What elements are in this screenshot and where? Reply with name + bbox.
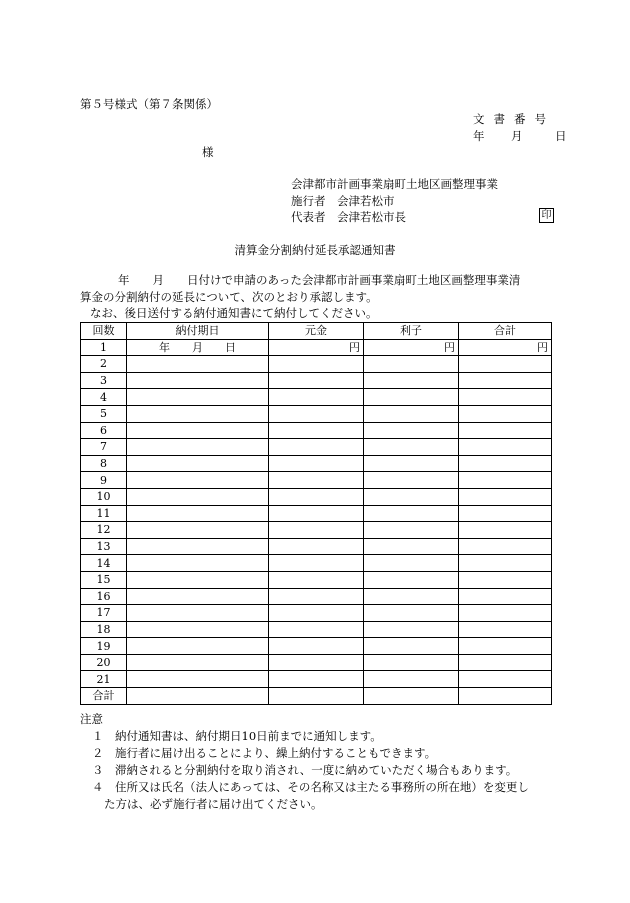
due-date-cell <box>127 555 269 572</box>
interest-cell <box>364 505 459 522</box>
table-header-row <box>81 323 552 340</box>
interest-cell <box>364 356 459 373</box>
header-count: 回数 <box>81 323 127 340</box>
due-date-cell <box>127 505 269 522</box>
header-principal: 元金 <box>269 323 364 340</box>
table-row <box>81 538 552 555</box>
header-total: 合計 <box>459 323 552 340</box>
header-interest: 利子 <box>364 323 459 340</box>
total-cell: 円 <box>459 339 552 356</box>
principal-cell <box>269 389 364 406</box>
note-item-2: ２ 施行者に届け出ることにより、繰上納付することもできます。 <box>92 746 437 760</box>
interest-cell <box>364 522 459 539</box>
total-value-cell <box>459 688 552 705</box>
principal-cell <box>269 455 364 472</box>
interest-cell <box>364 605 459 622</box>
total-cell <box>459 638 552 655</box>
total-value-cell <box>269 688 364 705</box>
due-date-cell <box>127 455 269 472</box>
form-number: 第５号様式（第７条関係） <box>80 97 218 111</box>
total-cell <box>459 405 552 422</box>
table-row <box>81 555 552 572</box>
total-cell <box>459 422 552 439</box>
principal-cell <box>269 671 364 688</box>
interest-cell <box>364 422 459 439</box>
interest-cell <box>364 555 459 572</box>
due-date-cell <box>127 356 269 373</box>
due-date-cell <box>127 588 269 605</box>
issuer-project: 会津都市計画事業扇町土地区画整理事業 <box>291 177 498 191</box>
due-date-cell <box>127 671 269 688</box>
principal-cell <box>269 472 364 489</box>
date-year: 年 <box>473 129 485 143</box>
row-number: 8 <box>81 455 127 472</box>
principal-cell <box>269 571 364 588</box>
row-number: 11 <box>81 505 127 522</box>
issuer-executor: 施行者 会津若松市 <box>291 194 395 208</box>
interest-cell <box>364 638 459 655</box>
table-row <box>81 605 552 622</box>
due-date-cell <box>127 621 269 638</box>
due-date-cell <box>127 439 269 456</box>
principal-cell <box>269 372 364 389</box>
body-line-2: 算金の分割納付の延長について、次のとおり承認します。 <box>80 289 378 304</box>
interest-cell <box>364 372 459 389</box>
total-value-cell <box>364 688 459 705</box>
table-row <box>81 505 552 522</box>
document-title: 清算金分割納付延長承認通知書 <box>234 243 396 257</box>
payment-schedule-table <box>80 322 552 705</box>
interest-cell <box>364 488 459 505</box>
total-cell <box>459 555 552 572</box>
total-cell <box>459 472 552 489</box>
note-item-4: ４ 住所又は氏名（法人にあっては、その名称又は主たる事務所の所在地）を変更し <box>92 780 529 794</box>
issuer-representative: 代表者 会津若松市長 <box>291 210 406 224</box>
row-number: 21 <box>81 671 127 688</box>
principal-cell <box>269 422 364 439</box>
interest-cell <box>364 588 459 605</box>
total-label: 合計 <box>81 688 127 705</box>
row-number: 12 <box>81 522 127 539</box>
principal-cell <box>269 522 364 539</box>
principal-cell <box>269 488 364 505</box>
principal-cell <box>269 405 364 422</box>
total-cell <box>459 372 552 389</box>
total-value-cell <box>127 688 269 705</box>
table-row <box>81 472 552 489</box>
note-item-4-continued: た方は、必ず施行者に届け出てください。 <box>104 797 323 811</box>
interest-cell: 円 <box>364 339 459 356</box>
total-cell <box>459 654 552 671</box>
interest-cell <box>364 472 459 489</box>
row-number: 19 <box>81 638 127 655</box>
principal-cell <box>269 638 364 655</box>
row-number: 14 <box>81 555 127 572</box>
row-number: 9 <box>81 472 127 489</box>
interest-cell <box>364 439 459 456</box>
principal-cell <box>269 621 364 638</box>
table-row <box>81 389 552 406</box>
principal-cell <box>269 555 364 572</box>
document-date <box>473 128 567 144</box>
notes-section <box>80 711 560 813</box>
row-number: 7 <box>81 439 127 456</box>
body-text <box>80 272 555 322</box>
table-row <box>81 638 552 655</box>
principal-cell <box>269 588 364 605</box>
total-cell <box>459 439 552 456</box>
row-number: 6 <box>81 422 127 439</box>
row-number: 18 <box>81 621 127 638</box>
table-row <box>81 654 552 671</box>
principal-cell: 円 <box>269 339 364 356</box>
table-total-row <box>81 688 552 705</box>
row-number: 17 <box>81 605 127 622</box>
interest-cell <box>364 671 459 688</box>
table-row <box>81 588 552 605</box>
row-number: 2 <box>81 356 127 373</box>
row-number: 5 <box>81 405 127 422</box>
interest-cell <box>364 538 459 555</box>
principal-cell <box>269 605 364 622</box>
table-row <box>81 488 552 505</box>
table-row <box>81 571 552 588</box>
note-item-1: １ 納付通知書は、納付期日10日前までに通知します。 <box>92 729 382 743</box>
total-cell <box>459 605 552 622</box>
note-item-3: ３ 滞納されると分割納付を取り消され、一度に納めていただく場合もあります。 <box>92 763 518 777</box>
seal-stamp: 印 <box>539 208 554 223</box>
body-line-3: なお、後日送付する納付通知書にて納付してください。 <box>90 306 378 320</box>
due-date-cell <box>127 405 269 422</box>
date-month: 月 <box>511 129 523 143</box>
row-number: 20 <box>81 654 127 671</box>
addressee-honorific: 様 <box>202 145 214 159</box>
table-row <box>81 455 552 472</box>
date-day: 日 <box>555 129 567 143</box>
table-row <box>81 522 552 539</box>
row-number: 15 <box>81 571 127 588</box>
total-cell <box>459 522 552 539</box>
total-cell <box>459 621 552 638</box>
principal-cell <box>269 538 364 555</box>
due-date-cell <box>127 472 269 489</box>
table-row <box>81 422 552 439</box>
total-cell <box>459 488 552 505</box>
due-date-cell <box>127 638 269 655</box>
due-date-cell <box>127 538 269 555</box>
due-date-cell <box>127 422 269 439</box>
row-number: 4 <box>81 389 127 406</box>
table-row <box>81 339 552 356</box>
row-number: 16 <box>81 588 127 605</box>
document-number-label: 文書番号 <box>473 112 555 126</box>
header-due-date: 納付期日 <box>127 323 269 340</box>
total-cell <box>459 538 552 555</box>
total-cell <box>459 588 552 605</box>
principal-cell <box>269 439 364 456</box>
due-date-cell <box>127 654 269 671</box>
interest-cell <box>364 405 459 422</box>
interest-cell <box>364 654 459 671</box>
table-row <box>81 372 552 389</box>
due-date-cell <box>127 488 269 505</box>
due-date-cell <box>127 372 269 389</box>
total-cell <box>459 389 552 406</box>
total-cell <box>459 571 552 588</box>
total-cell <box>459 505 552 522</box>
due-date-cell <box>127 389 269 406</box>
interest-cell <box>364 389 459 406</box>
total-cell <box>459 356 552 373</box>
interest-cell <box>364 571 459 588</box>
principal-cell <box>269 654 364 671</box>
table-row <box>81 621 552 638</box>
row-number: 3 <box>81 372 127 389</box>
table-row <box>81 439 552 456</box>
interest-cell <box>364 621 459 638</box>
table-row <box>81 671 552 688</box>
table-row <box>81 405 552 422</box>
due-date-cell <box>127 571 269 588</box>
due-date-cell: 年 月 日 <box>127 339 269 356</box>
principal-cell <box>269 356 364 373</box>
total-cell <box>459 455 552 472</box>
principal-cell <box>269 505 364 522</box>
notes-heading: 注意 <box>80 712 103 726</box>
body-line-1: 年 月 日付けで申請のあった会津都市計画事業扇町土地区画整理事業清 <box>118 273 521 287</box>
due-date-cell <box>127 522 269 539</box>
row-number: 10 <box>81 488 127 505</box>
table-row <box>81 356 552 373</box>
total-cell <box>459 671 552 688</box>
row-number: 1 <box>81 339 127 356</box>
row-number: 13 <box>81 538 127 555</box>
interest-cell <box>364 455 459 472</box>
due-date-cell <box>127 605 269 622</box>
